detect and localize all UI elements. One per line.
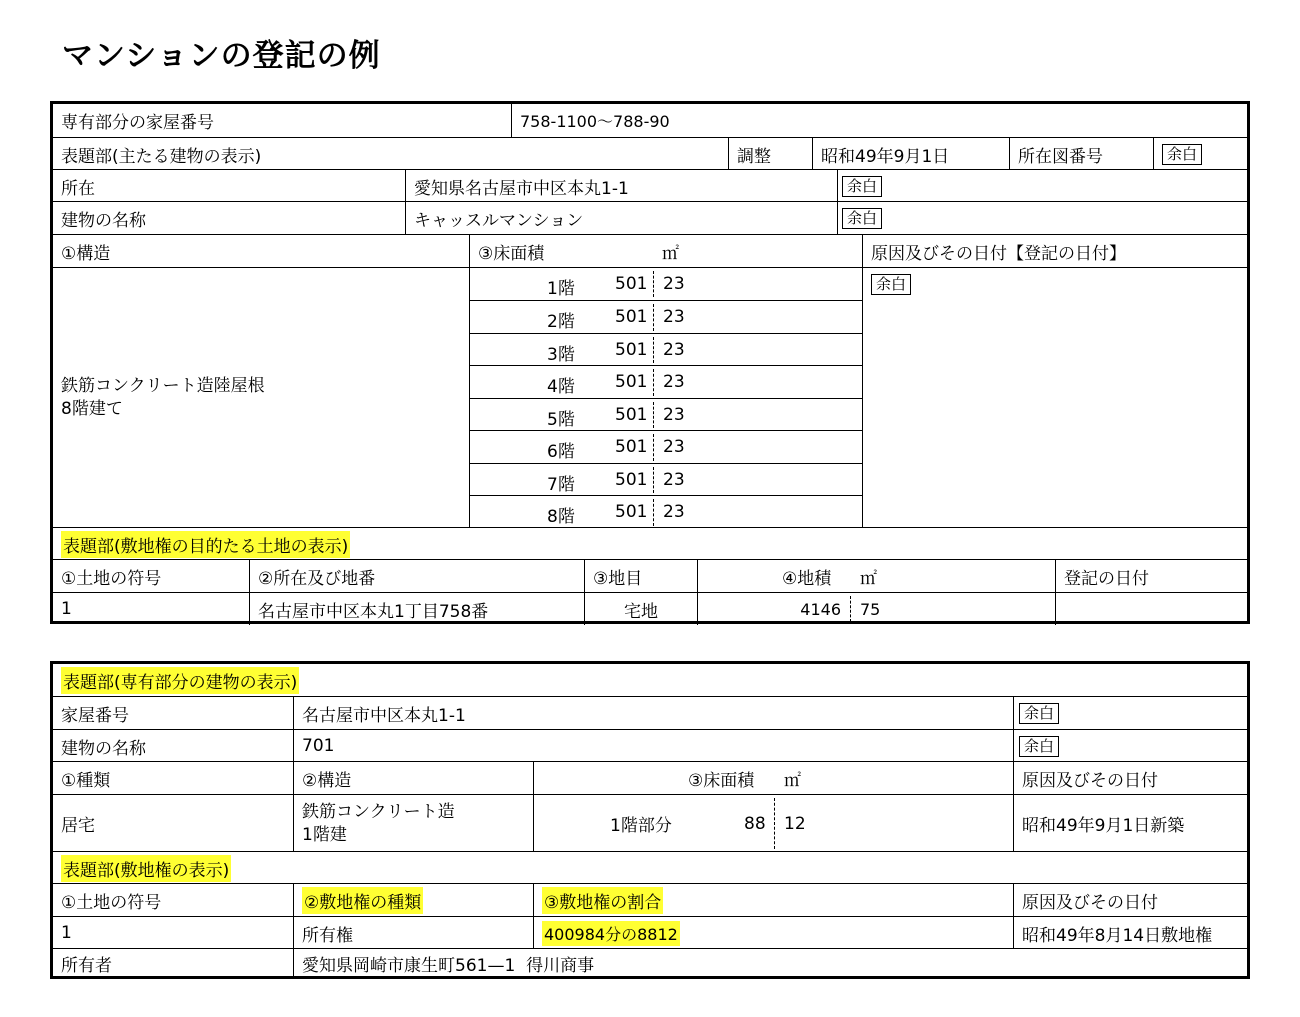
floor-row <box>470 398 863 431</box>
map-number-label: 所在図番号 <box>1009 138 1153 170</box>
land-date <box>1055 593 1247 625</box>
site-ratio: 400984分の8812 <box>542 921 680 946</box>
site-section-title: 表題部(敷地権の表示) <box>61 855 231 882</box>
land-location: 名古屋市中区本丸1丁目758番 <box>249 593 584 625</box>
floor-area-dec: 23 <box>663 274 685 294</box>
land-no-header: ①土地の符号 <box>61 569 162 589</box>
land-area-header <box>697 560 1055 593</box>
site-land-no: 1 <box>61 923 72 943</box>
house-number-label: 家屋番号 <box>61 706 129 726</box>
floor-area-dec: 12 <box>784 813 806 834</box>
unit-name-value: 701 <box>293 730 1013 762</box>
floor-row <box>470 333 863 366</box>
floor-area-int: 501 <box>615 372 648 392</box>
floor-area-int: 501 <box>615 274 648 294</box>
yohaku-stamp: 余白 <box>1019 736 1059 757</box>
site-kind: 所有権 <box>293 917 533 949</box>
yohaku-stamp: 余白 <box>1019 703 1059 724</box>
adjust-label: 調整 <box>728 138 812 170</box>
land-category: 宅地 <box>584 593 697 625</box>
unit-section-title: 表題部(専有部分の建物の表示) <box>61 667 299 694</box>
unit-section-row <box>53 664 1247 696</box>
structure-header-row <box>53 234 1247 268</box>
floor-label: 7階 <box>547 475 575 495</box>
yohaku-stamp: 余白 <box>871 274 911 295</box>
land-date-header: 登記の日付 <box>1055 560 1247 593</box>
location-row <box>53 169 1247 202</box>
floor-area-dec: 23 <box>663 372 685 392</box>
main-building-table <box>50 101 1250 624</box>
structure-block <box>53 267 1247 528</box>
floor-area-int: 501 <box>615 405 648 425</box>
floor-area-label: ③床面積 <box>688 771 755 791</box>
cause-cell <box>862 268 1247 528</box>
building-name-value: キャッスルマンション <box>405 202 837 235</box>
building-name-label: 建物の名称 <box>61 211 146 231</box>
floor-area-int: 501 <box>615 470 648 490</box>
unit-floor-area-header <box>533 762 1013 795</box>
owner-row <box>53 948 1247 977</box>
floor-area-dec: 23 <box>663 470 685 490</box>
site-cause-header: 原因及びその日付 <box>1013 884 1247 917</box>
floor-row <box>470 495 863 529</box>
floor-area-dec: 23 <box>663 405 685 425</box>
floor-area-int: 501 <box>615 340 648 360</box>
floor-list <box>469 268 863 528</box>
floor-row <box>470 430 863 464</box>
land-area-dec: 75 <box>860 599 881 619</box>
structure-value <box>53 268 469 528</box>
yohaku-stamp: 余白 <box>842 176 882 197</box>
land-data-row <box>53 592 1247 625</box>
floor-area-dec: 23 <box>663 437 685 457</box>
floor-label: 5階 <box>547 410 575 430</box>
floor-label: 8階 <box>547 507 575 527</box>
floor-row <box>470 365 863 399</box>
floor-row <box>470 300 863 334</box>
floor-label: 1階 <box>547 279 575 299</box>
site-ratio-header: ③敷地権の割合 <box>542 887 663 914</box>
area-unit: ㎡ <box>662 244 679 264</box>
floor-label: 2階 <box>547 312 575 332</box>
unit-floor-area <box>533 795 1013 852</box>
owner-value: 愛知県岡崎市康生町561—1 得川商事 <box>293 949 1247 977</box>
building-name-row <box>53 201 1247 235</box>
land-area-int: 4146 <box>800 599 841 619</box>
location-value: 愛知県名古屋市中区本丸1-1 <box>405 170 837 202</box>
unit-number-row <box>53 104 1247 137</box>
unit-header-row <box>53 761 1247 795</box>
unit-building-table <box>50 661 1250 979</box>
house-number-row <box>53 696 1247 730</box>
area-unit: ㎡ <box>860 569 877 589</box>
type-value: 居宅 <box>61 816 95 836</box>
structure-line: 8階建て <box>61 399 123 419</box>
site-section-row <box>53 851 1247 884</box>
structure-line: 鉄筋コンクリート造 <box>302 801 455 822</box>
floor-area-dec: 23 <box>663 340 685 360</box>
site-land-no-header: ①土地の符号 <box>61 893 162 913</box>
floor-area-dec: 23 <box>663 307 685 327</box>
house-number-value: 名古屋市中区本丸1-1 <box>293 697 1013 730</box>
structure-header: ①構造 <box>61 244 111 264</box>
unit-cause-value: 昭和49年9月1日新築 <box>1013 795 1247 852</box>
owner-label: 所有者 <box>61 955 112 976</box>
floor-area-dec: 23 <box>663 502 685 522</box>
floor-label: 6階 <box>547 442 575 462</box>
floor-row <box>470 268 863 300</box>
land-area <box>697 593 1055 625</box>
floor-area-int: 501 <box>615 307 648 327</box>
unit-cause-header: 原因及びその日付 <box>1013 762 1247 795</box>
unit-number-value: 758-1100〜788-90 <box>511 104 1247 137</box>
unit-structure-header: ②構造 <box>293 762 533 795</box>
site-data-row <box>53 916 1247 949</box>
land-header-row <box>53 559 1247 593</box>
yohaku-stamp: 余白 <box>1162 144 1202 165</box>
main-building-header-row <box>53 137 1247 170</box>
floor-row <box>470 463 863 496</box>
area-unit: ㎡ <box>784 771 801 791</box>
location-label: 所在 <box>61 178 95 199</box>
unit-data-row <box>53 794 1247 852</box>
floor-area-header <box>469 235 862 268</box>
floor-label: 1階部分 <box>610 816 672 836</box>
land-area-label: ④地積 <box>782 569 832 589</box>
site-header-row <box>53 883 1247 917</box>
unit-name-label: 建物の名称 <box>61 738 146 759</box>
floor-area-int: 88 <box>744 813 766 834</box>
land-no: 1 <box>61 599 72 619</box>
land-section-title: 表題部(敷地権の目的たる土地の表示) <box>61 531 350 558</box>
structure-line: 1階建 <box>302 824 347 845</box>
site-cause: 昭和49年8月14日敷地権 <box>1013 917 1247 949</box>
main-building-label: 表題部(主たる建物の表示) <box>61 146 262 167</box>
floor-area-int: 501 <box>615 437 648 457</box>
unit-name-row <box>53 729 1247 762</box>
land-category-header: ③地目 <box>584 560 697 593</box>
floor-label: 3階 <box>547 345 575 365</box>
land-section-row <box>53 527 1247 560</box>
adjust-date: 昭和49年9月1日 <box>812 138 1009 170</box>
page-title: マンションの登記の例 <box>62 38 381 74</box>
cause-header: 原因及びその日付【登記の日付】 <box>862 235 1247 268</box>
floor-area-int: 501 <box>615 502 648 522</box>
yohaku-stamp: 余白 <box>842 208 882 229</box>
floor-label: 4階 <box>547 377 575 397</box>
site-kind-header: ②敷地権の種類 <box>302 887 423 914</box>
floor-area-label: ③床面積 <box>478 244 545 264</box>
structure-line: 鉄筋コンクリート造陸屋根 <box>61 376 265 396</box>
type-header: ①種類 <box>61 771 111 791</box>
unit-structure-value <box>293 795 533 852</box>
land-location-header: ②所在及び地番 <box>249 560 584 593</box>
unit-number-label: 専有部分の家屋番号 <box>61 113 214 133</box>
